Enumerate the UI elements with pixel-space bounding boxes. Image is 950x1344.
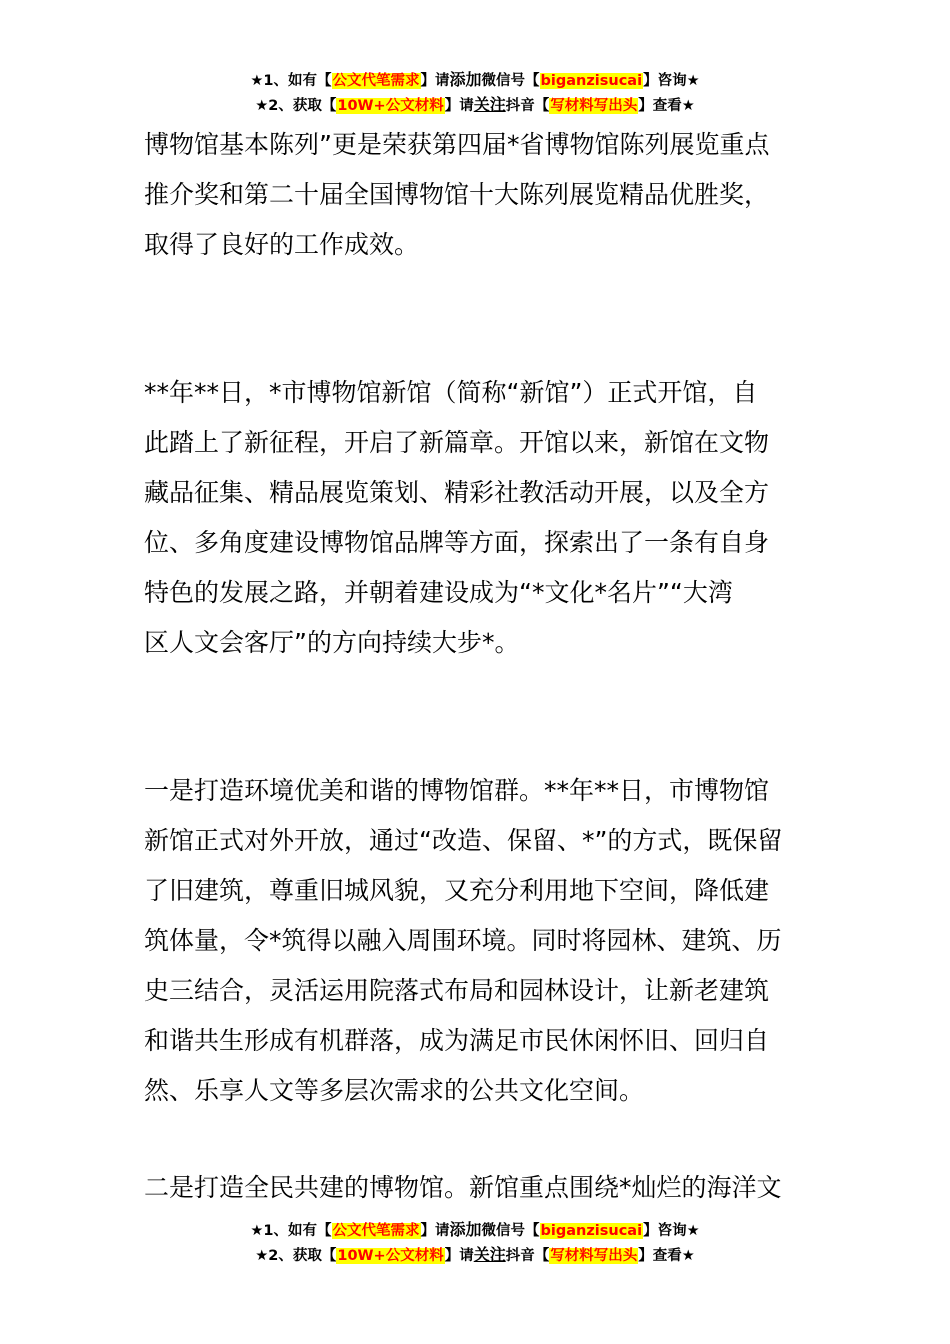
highlight-service: 公文代笔需求 bbox=[332, 73, 420, 89]
paragraph-2 bbox=[144, 368, 808, 668]
banner-line-1 bbox=[0, 1218, 950, 1243]
banner-text: 】咨询★ bbox=[643, 1223, 700, 1239]
banner-text: 】咨询★ bbox=[643, 73, 700, 89]
top-banner bbox=[0, 68, 950, 118]
text-line: **年**日，*市博物馆新馆（简称“新馆”）正式开馆，自 bbox=[144, 378, 758, 407]
banner-text: 】请 bbox=[444, 98, 474, 114]
highlight-douyin-account: 写材料写出头 bbox=[550, 1248, 638, 1264]
text-line: 位、多角度建设博物馆品牌等方面，探索出了一条有自身 bbox=[144, 528, 770, 557]
text-line: 一是打造环境优美和谐的博物馆群。**年**日，市博物馆 bbox=[144, 776, 770, 805]
highlight-wechat-id: biganzisucai bbox=[540, 1223, 643, 1239]
text-line: 新馆正式对外开放，通过“改造、保留、*”的方式，既保留 bbox=[144, 826, 783, 855]
text-line: 史三结合，灵活运用院落式布局和园林设计，让新老建筑 bbox=[144, 976, 770, 1005]
text-line: 区人文会客厅”的方向持续大步*。 bbox=[144, 628, 520, 657]
text-line: 特色的发展之路，并朝着建设成为“*文化*名片”“大湾 bbox=[144, 578, 733, 607]
highlight-douyin-account: 写材料写出头 bbox=[550, 98, 638, 114]
banner-text: 关注 bbox=[473, 1245, 506, 1264]
banner-text: 添加 bbox=[449, 1220, 482, 1239]
highlight-service: 公文代笔需求 bbox=[332, 1223, 420, 1239]
banner-text: 添加 bbox=[449, 70, 482, 89]
banner-text: ★2、获取【 bbox=[255, 98, 337, 114]
paragraph-1 bbox=[144, 120, 808, 270]
banner-text: 微信号【 bbox=[481, 73, 540, 89]
text-line: 和谐共生形成有机群落，成为满足市民休闲怀旧、回归自 bbox=[144, 1026, 770, 1055]
banner-text: 抖音【 bbox=[505, 1248, 550, 1264]
highlight-wechat-id: biganzisucai bbox=[540, 73, 643, 89]
banner-text: ★2、获取【 bbox=[255, 1248, 337, 1264]
paragraph-3 bbox=[144, 766, 808, 1116]
text-line: 然、乐享人文等多层次需求的公共文化空间。 bbox=[144, 1076, 645, 1105]
text-line: 藏品征集、精品展览策划、精彩社教活动开展，以及全方 bbox=[144, 478, 770, 507]
text-line: 取得了良好的工作成效。 bbox=[144, 230, 420, 259]
banner-text: ★1、如有【 bbox=[250, 1223, 332, 1239]
banner-text: ★1、如有【 bbox=[250, 73, 332, 89]
banner-text: 关注 bbox=[473, 95, 506, 114]
bottom-banner bbox=[0, 1218, 950, 1268]
banner-line-2 bbox=[0, 93, 950, 118]
banner-text: 】请 bbox=[444, 1248, 474, 1264]
banner-line-1 bbox=[0, 68, 950, 93]
text-line: 二是打造全民共建的博物馆。新馆重点围绕*灿烂的海洋文 bbox=[144, 1173, 782, 1202]
text-line: 推介奖和第二十届全国博物馆十大陈列展览精品优胜奖， bbox=[144, 180, 770, 209]
banner-text: 】请 bbox=[420, 1223, 450, 1239]
banner-text: 】请 bbox=[420, 73, 450, 89]
highlight-materials: 10W+公文材料 bbox=[337, 98, 444, 114]
paragraph-4 bbox=[144, 1163, 808, 1213]
text-line: 此踏上了新征程，开启了新篇章。开馆以来，新馆在文物 bbox=[144, 428, 770, 457]
banner-text: 】查看★ bbox=[638, 1248, 695, 1264]
banner-text: 】查看★ bbox=[638, 98, 695, 114]
text-line: 筑体量，令*筑得以融入周围环境。同时将园林、建筑、历 bbox=[144, 926, 782, 955]
highlight-materials: 10W+公文材料 bbox=[337, 1248, 444, 1264]
banner-text: 微信号【 bbox=[481, 1223, 540, 1239]
banner-line-2 bbox=[0, 1243, 950, 1268]
text-line: 了旧建筑，尊重旧城风貌，又充分利用地下空间，降低建 bbox=[144, 876, 770, 905]
banner-text: 抖音【 bbox=[505, 98, 550, 114]
text-line: 博物馆基本陈列”更是荣获第四届*省博物馆陈列展览重点 bbox=[144, 130, 770, 159]
